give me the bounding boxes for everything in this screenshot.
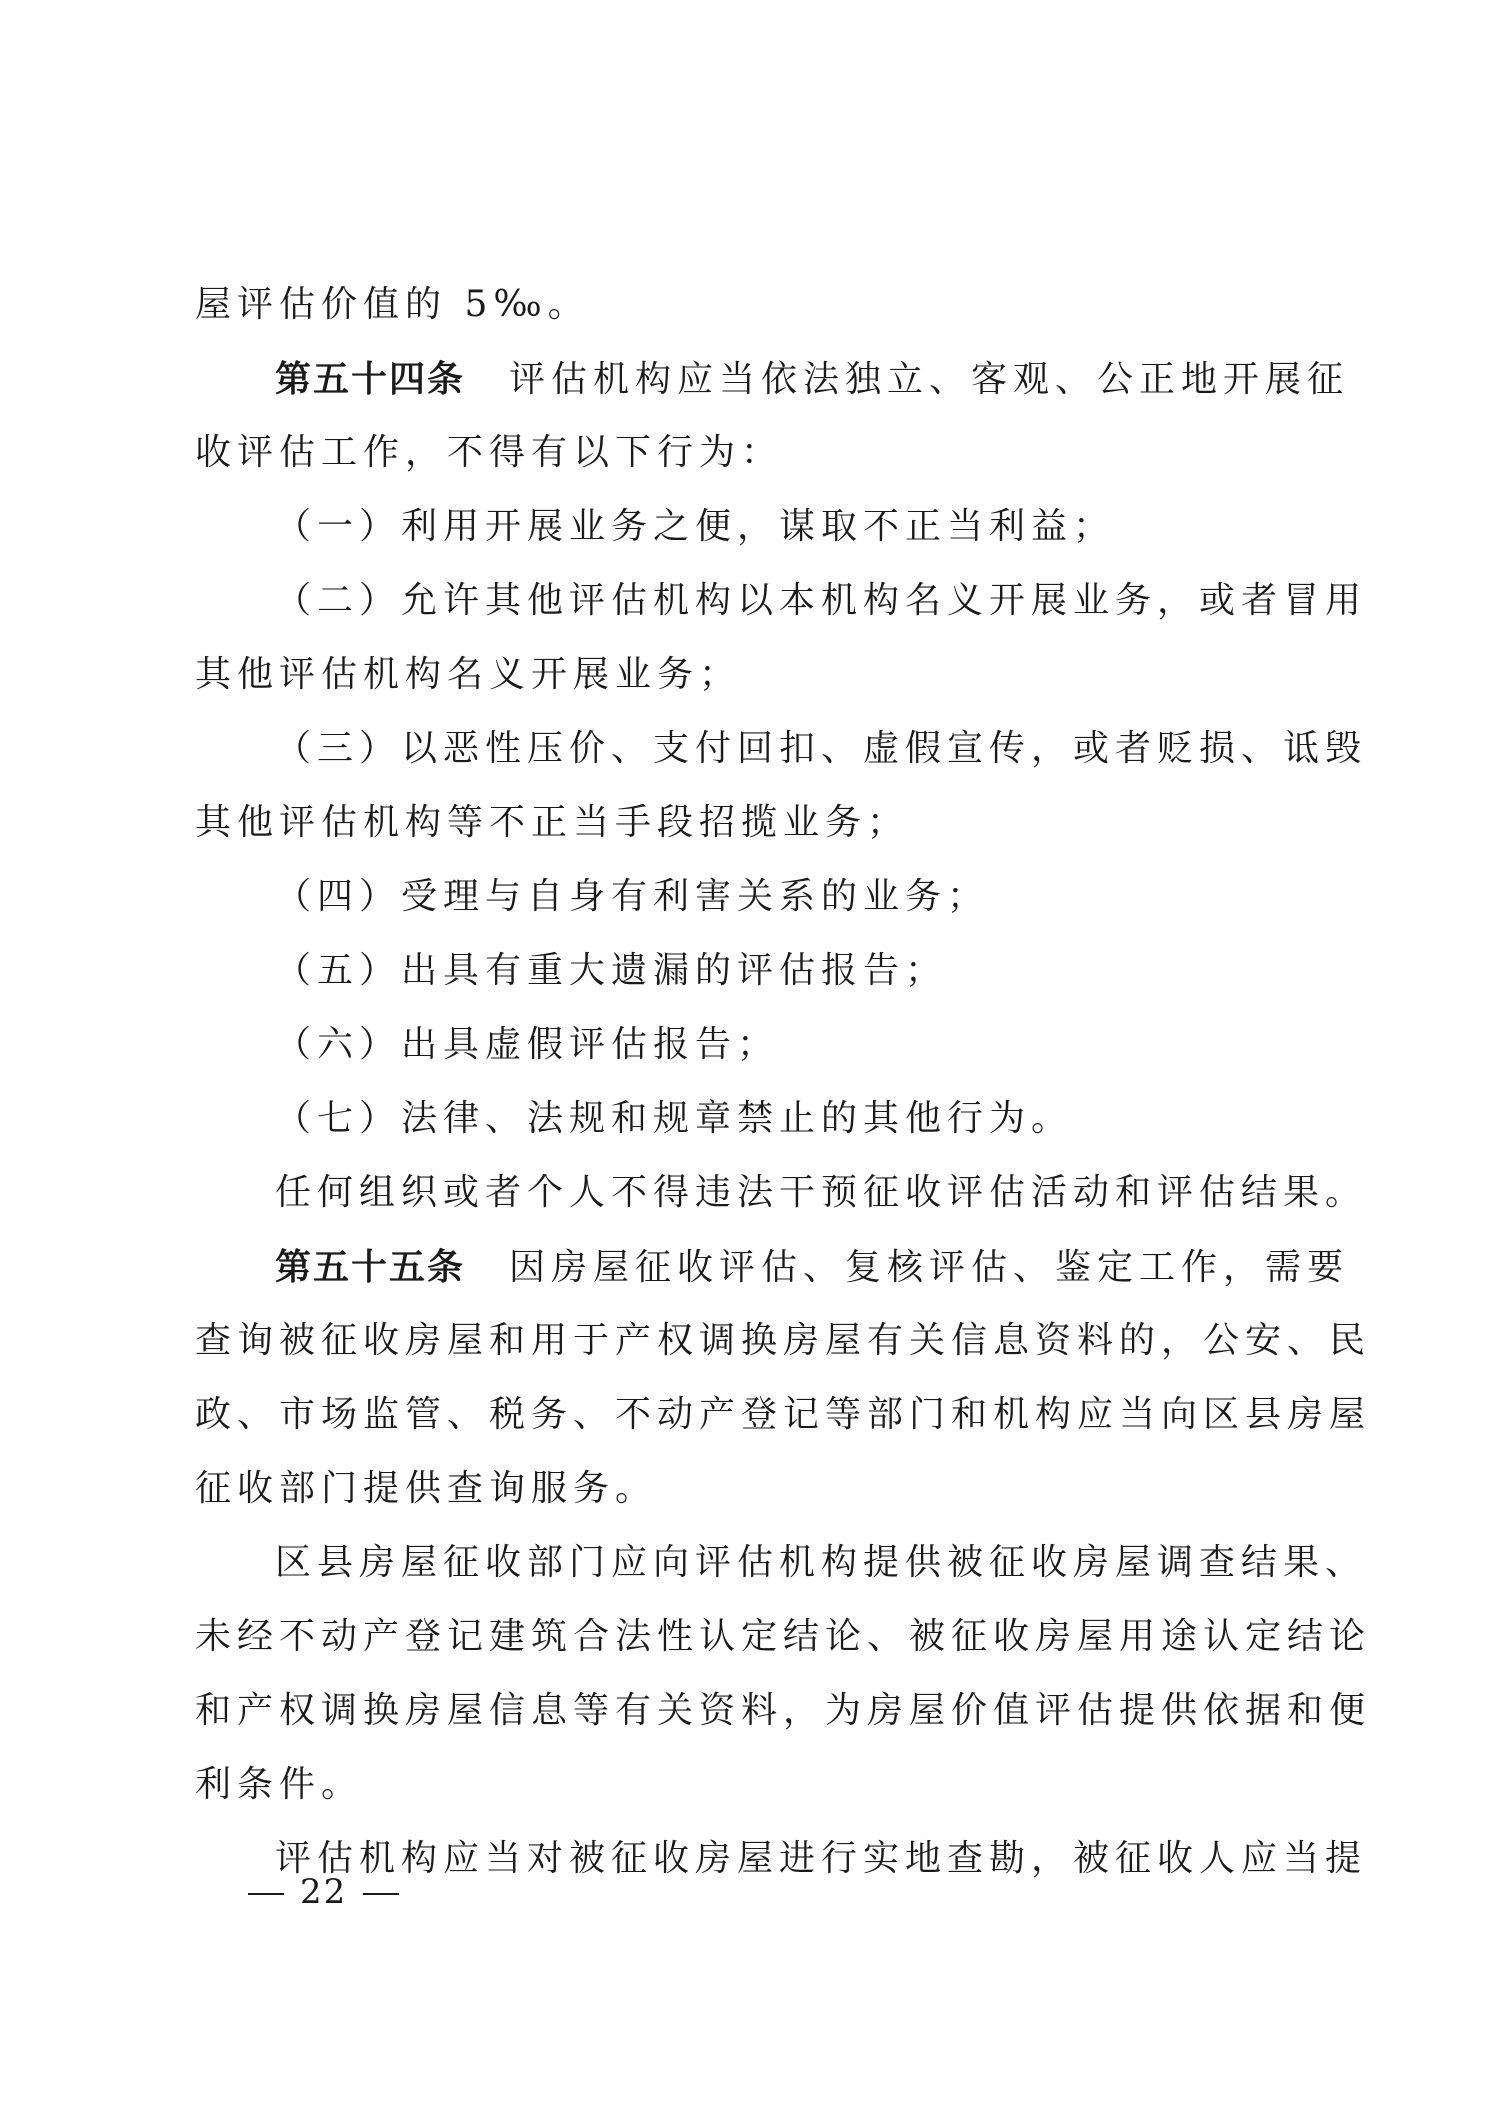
text-line	[195, 1452, 1300, 1526]
line-text: （五）出具有重大遗漏的评估报告；	[275, 950, 948, 991]
text-line	[195, 1378, 1372, 1452]
list-item	[195, 860, 1300, 934]
line-text: （二）允许其他评估机构以本机构名义开展业务，或者冒用	[275, 580, 1368, 621]
text-line	[195, 268, 1300, 342]
text-line	[195, 786, 1300, 860]
list-item	[195, 1008, 1300, 1082]
dash-left	[248, 1893, 284, 1895]
line-text: 征收部门提供查询服务。	[195, 1468, 658, 1509]
text-line	[195, 1304, 1372, 1378]
line-text: （六）出具虚假评估报告；	[275, 1024, 780, 1065]
list-item	[195, 490, 1300, 564]
text-line	[195, 416, 1300, 490]
document-body	[195, 268, 1372, 1896]
line-text: 利条件。	[195, 1764, 364, 1805]
line-text: 其他评估机构名义开展业务；	[195, 654, 742, 695]
text-line	[195, 1600, 1372, 1674]
line-text: 查询被征收房屋和用于产权调换房屋有关信息资料的，公安、民	[195, 1320, 1372, 1361]
paragraph-line	[195, 1526, 1368, 1600]
line-text: 评估机构应当依法独立、客观、公正地开展征	[509, 359, 1350, 400]
article-heading: 第五十四条	[275, 358, 466, 400]
list-item	[195, 1082, 1300, 1156]
line-text: 区县房屋征收部门应向评估机构提供被征收房屋调查结果、	[275, 1542, 1368, 1583]
page-number	[232, 1862, 415, 1922]
line-text: （三）以恶性压价、支付回扣、虚假宣传，或者贬损、诋毁	[275, 728, 1368, 769]
line-text: （一）利用开展业务之便，谋取不正当利益；	[275, 506, 1116, 547]
list-item	[195, 564, 1368, 638]
line-text: 其他评估机构等不正当手段招揽业务；	[195, 802, 910, 843]
article-heading-line	[195, 1230, 1350, 1304]
list-item	[195, 934, 1300, 1008]
line-text: 和产权调换房屋信息等有关资料，为房屋价值评估提供依据和便	[195, 1690, 1372, 1731]
paragraph-line	[195, 1156, 1368, 1230]
line-text: （七）法律、法规和规章禁止的其他行为。	[275, 1098, 1074, 1139]
line-text: 评估机构应当对被征收房屋进行实地查勘，被征收人应当提	[275, 1838, 1368, 1879]
article-heading: 第五十五条	[275, 1246, 466, 1288]
page-number-text: 22	[300, 1872, 348, 1912]
line-text: （四）受理与自身有利害关系的业务；	[275, 876, 990, 917]
text-line	[195, 638, 1300, 712]
line-text: 未经不动产登记建筑合法性认定结论、被征收房屋用途认定结论	[195, 1616, 1372, 1657]
dash-right	[363, 1893, 399, 1895]
article-heading-line	[195, 342, 1350, 416]
line-text: 任何组织或者个人不得违法干预征收评估活动和评估结果。	[275, 1172, 1368, 1213]
line-text: 收评估工作，不得有以下行为：	[195, 432, 784, 473]
line-text: 政、市场监管、税务、不动产登记等部门和机构应当向区县房屋	[195, 1394, 1372, 1435]
text-line	[195, 1748, 1300, 1822]
line-text: 因房屋征收评估、复核评估、鉴定工作，需要	[509, 1247, 1350, 1288]
line-text: 屋评估价值的 5‰。	[195, 284, 590, 325]
list-item	[195, 712, 1368, 786]
text-line	[195, 1674, 1372, 1748]
